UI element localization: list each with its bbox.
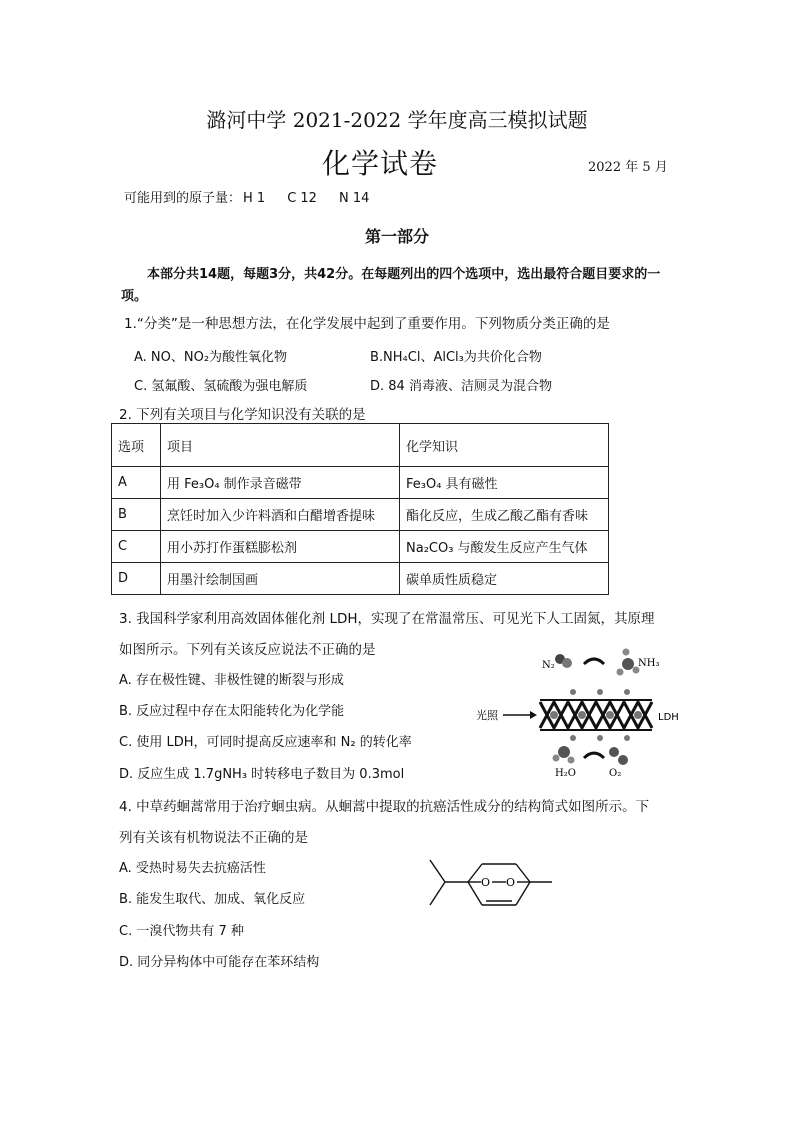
- table-header-row: [112, 424, 609, 467]
- nh3-label: NH₃: [638, 658, 660, 669]
- q3-option-a: A. 存在极性键、非极性键的断裂与形成: [119, 673, 344, 688]
- q3-stem-line2: 如图所示。下列有关该反应说法不正确的是: [119, 642, 376, 658]
- o2-label: O₂: [609, 768, 622, 779]
- table-cell: 用墨汁绘制国画: [161, 563, 400, 595]
- q4-option-c: C. 一溴代物共有 7 种: [119, 924, 244, 939]
- table-cell: Na₂CO₃ 与酸发生反应产生气体: [400, 531, 609, 563]
- ascaridole-structure-figure: [420, 850, 560, 920]
- molecule-skeleton-icon: [430, 860, 552, 905]
- q4-stem-line2: 列有关该有机物说法不正确的是: [119, 830, 308, 846]
- q4-option-d: D. 同分异构体中可能存在苯环结构: [119, 955, 320, 970]
- table-cell: Fe₃O₄ 具有磁性: [400, 467, 609, 499]
- ldh-label: LDH: [658, 712, 679, 723]
- table-row: [112, 467, 609, 499]
- table-cell: A: [112, 467, 161, 499]
- q3-option-b: B. 反应过程中存在太阳能转化为化学能: [119, 704, 345, 719]
- table-row: [112, 499, 609, 531]
- atomic-masses: [124, 187, 391, 206]
- q1-option-b: B.NH₄Cl、AlCl₃为共价化合物: [370, 350, 542, 365]
- q4-option-a: A. 受热时易失去抗癌活性: [119, 861, 266, 876]
- table-cell: 用 Fe₃O₄ 制作录音磁带: [161, 467, 400, 499]
- q2-stem: 2. 下列有关项目与化学知识没有关联的是: [119, 407, 366, 423]
- ldh-layer-icon: [540, 689, 652, 741]
- n2-label: N₂: [542, 660, 555, 671]
- atomic-mass-n: N 14: [338, 191, 370, 206]
- atomic-mass-h: H 1: [243, 191, 266, 206]
- table-cell: 酯化反应，生成乙酸乙酯有香味: [400, 499, 609, 531]
- table-header: 化学知识: [400, 424, 609, 467]
- q1-option-a: A. NO、NO₂为酸性氧化物: [134, 350, 288, 365]
- oxygen-atom-label: O: [481, 876, 491, 889]
- table-cell: 碳单质性质稳定: [400, 563, 609, 595]
- q3-stem-line1: 3. 我国科学家利用高效固体催化剂 LDH，实现了在常温常压、可见光下人工固氮，其原理: [119, 611, 655, 627]
- q3-option-d: D. 反应生成 1.7gNH₃ 时转移电子数目为 0.3mol: [119, 767, 405, 782]
- table-row: [112, 563, 609, 595]
- exam-date: 2022 年 5 月: [588, 160, 668, 175]
- q4-option-b: B. 能发生取代、加成、氧化反应: [119, 892, 306, 907]
- atomic-mass-c: C 12: [287, 191, 317, 206]
- table-header: 选项: [112, 424, 161, 467]
- q4-stem-line1: 4. 中草药蛔蒿常用于治疗蛔虫病。从蛔蒿中提取的抗癌活性成分的结构简式如图所示。下: [119, 799, 650, 815]
- light-label: 光照: [476, 709, 498, 722]
- q3-option-c: C. 使用 LDH，可同时提高反应速率和 N₂ 的转化率: [119, 735, 412, 750]
- table-cell: 用小苏打作蛋糕膨松剂: [161, 531, 400, 563]
- h2o-label: H₂O: [555, 768, 576, 779]
- table-cell: 烹饪时加入少许料酒和白醋增香提味: [161, 499, 400, 531]
- oxygen-atom-label: O: [506, 876, 516, 889]
- q2-table: [111, 423, 609, 595]
- q1-stem: 1.“分类”是一种思想方法，在化学发展中起到了重要作用。下列物质分类正确的是: [124, 316, 610, 332]
- exam-title: 潞河中学 2021-2022 学年度高三模拟试题: [206, 108, 588, 132]
- subject-title: 化学试卷: [322, 147, 439, 180]
- table-header: 项目: [161, 424, 400, 467]
- section-intro: 本部分共14题，每题3分，共42分。在每题列出的四个选项中，选出最符合题目要求的一项。: [121, 267, 661, 304]
- o2-molecule-icon: [609, 747, 628, 765]
- table-cell: C: [112, 531, 161, 563]
- nh3-molecule-icon: [617, 649, 640, 676]
- reaction-arrow-icon: [584, 659, 604, 664]
- q1-option-c: C. 氢氟酸、氢硫酸为强电解质: [134, 379, 308, 394]
- ldh-catalyst-figure: [476, 640, 691, 780]
- n2-molecule-icon: [555, 654, 572, 668]
- section-title: 第一部分: [364, 227, 429, 246]
- reaction-arrow-icon: [584, 753, 604, 758]
- q1-option-d: D. 84 消毒液、洁厕灵为混合物: [370, 379, 552, 394]
- table-cell: B: [112, 499, 161, 531]
- table-row: [112, 531, 609, 563]
- h2o-molecule-icon: [553, 746, 575, 764]
- atomic-label: 可能用到的原子量：: [124, 191, 242, 206]
- table-cell: D: [112, 563, 161, 595]
